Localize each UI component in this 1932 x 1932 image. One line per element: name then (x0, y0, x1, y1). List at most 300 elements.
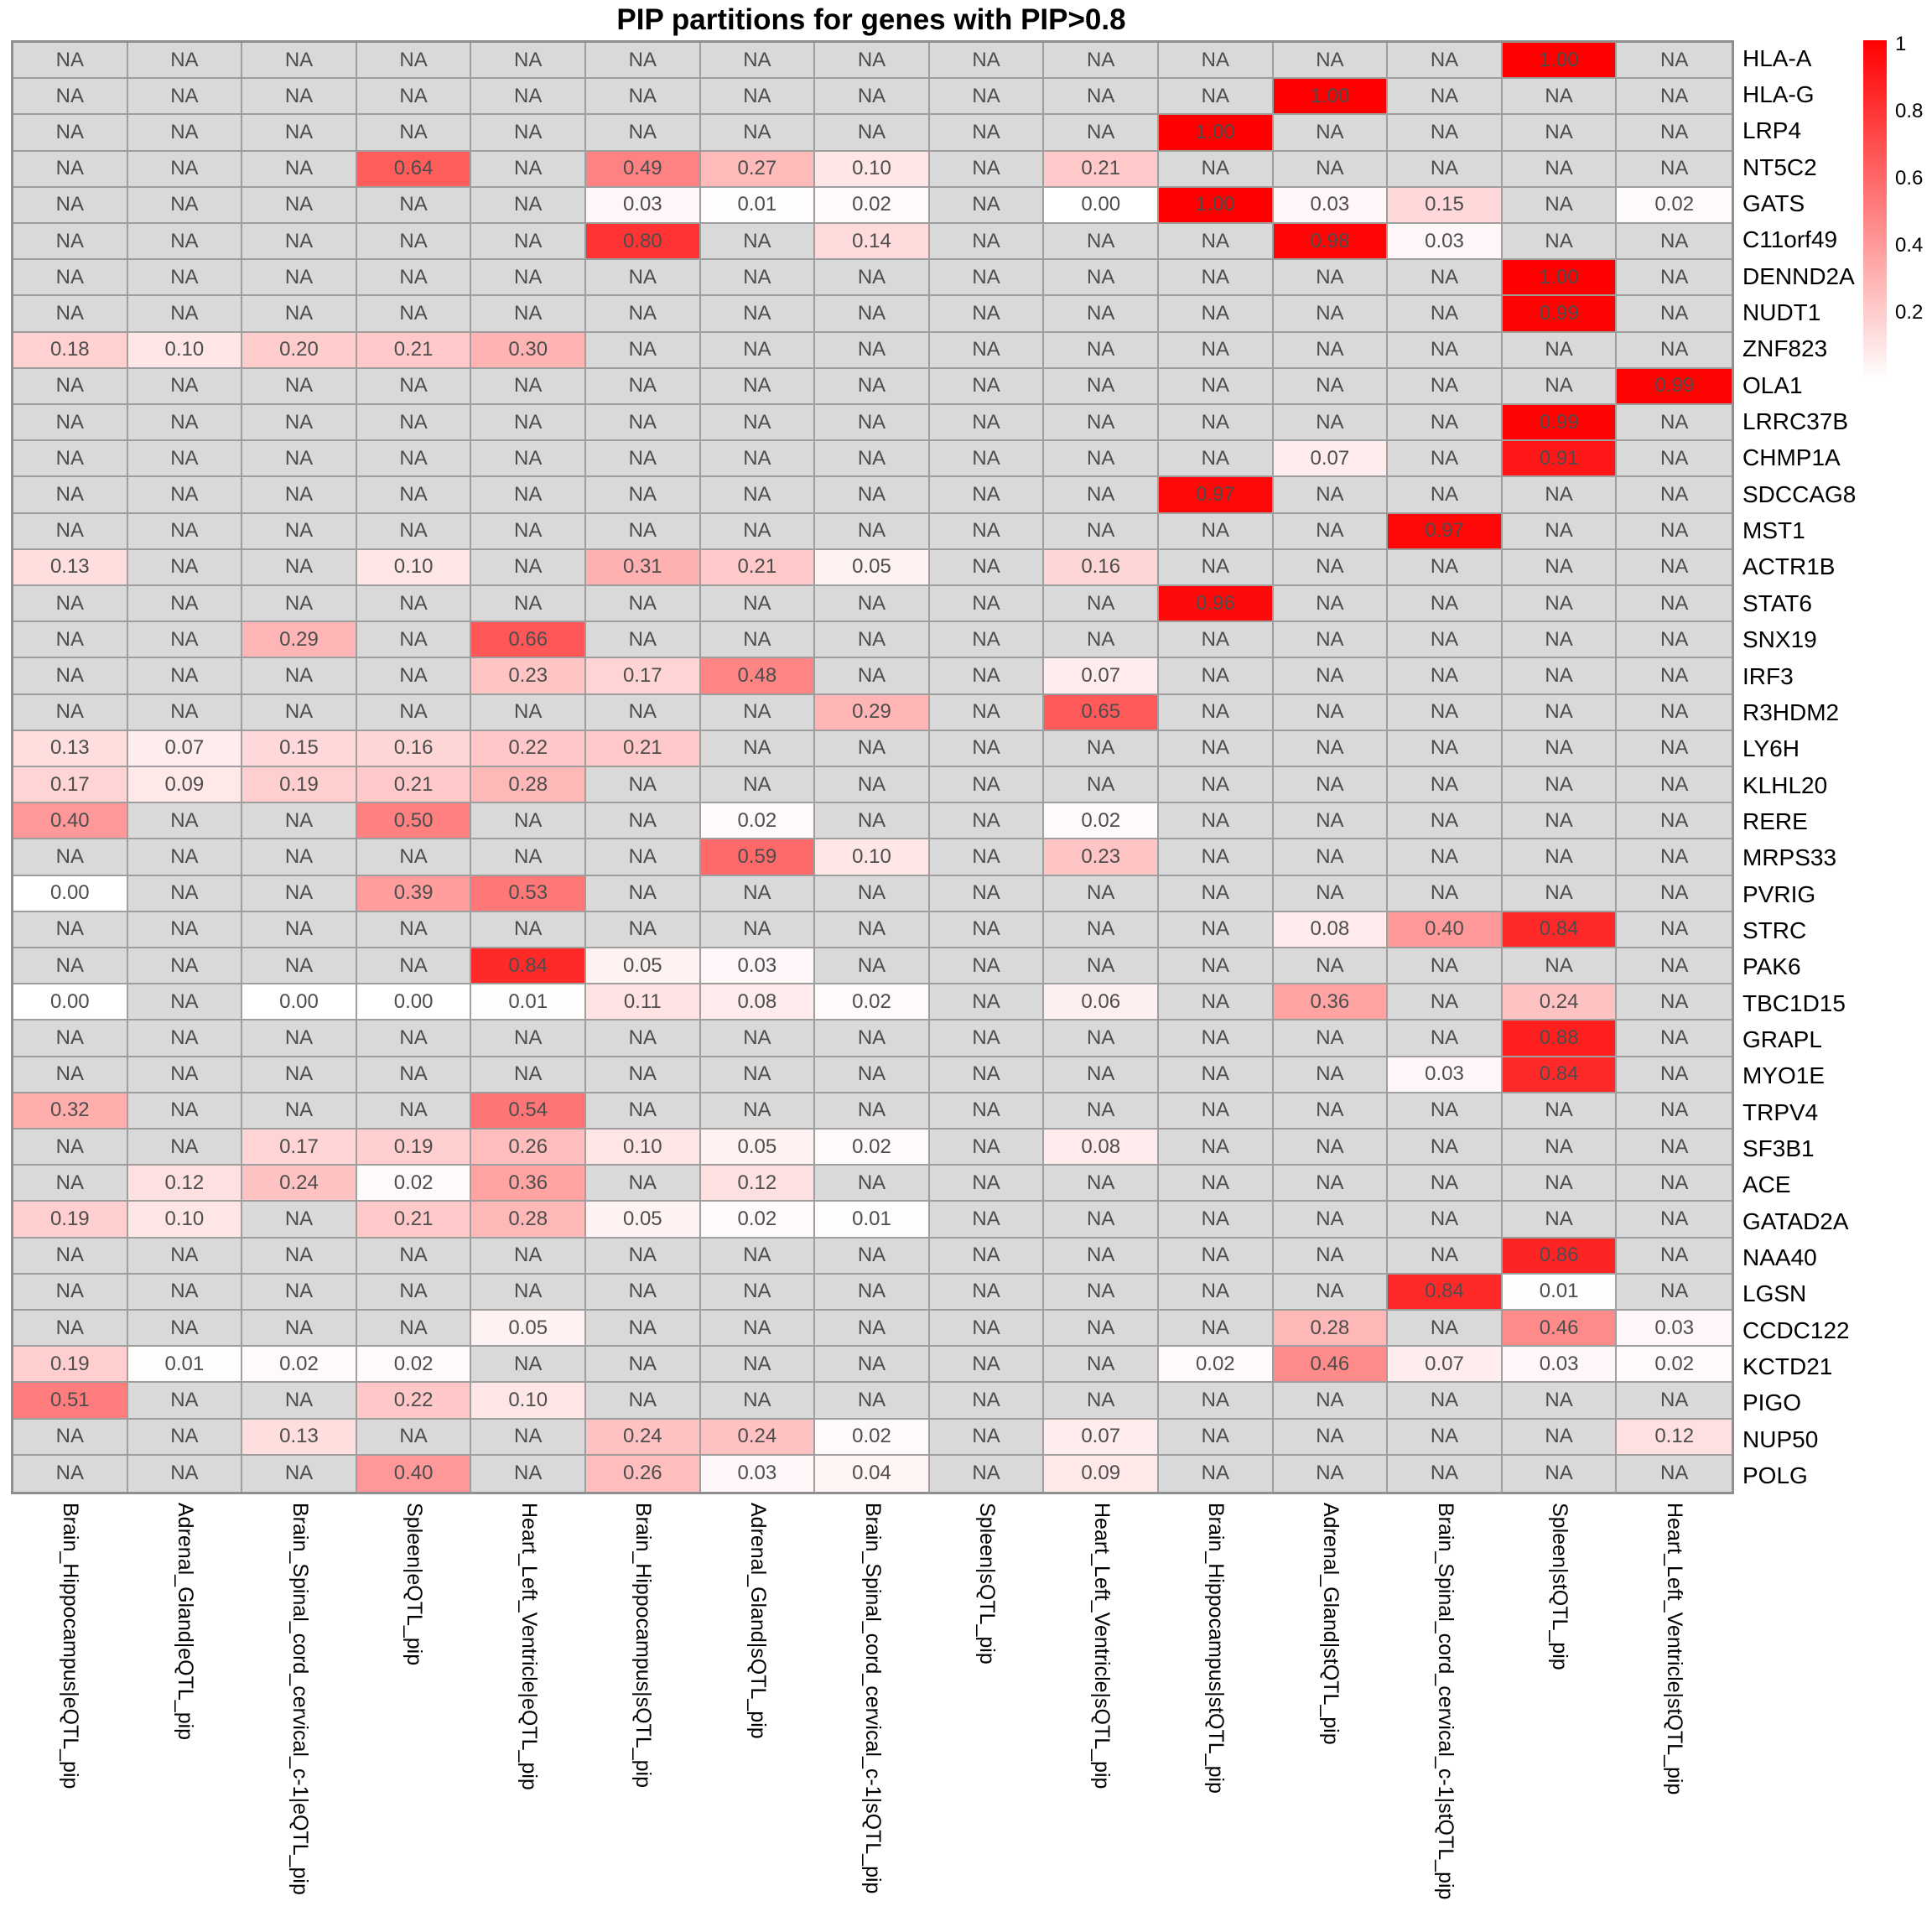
heatmap-cell: 0.07 (1044, 1420, 1159, 1456)
heatmap-cell: NA (128, 1093, 243, 1130)
heatmap-cell: NA (1159, 514, 1274, 550)
heatmap-cell: NA (128, 1239, 243, 1275)
heatmap-cell: NA (1274, 1093, 1389, 1130)
heatmap-cell: NA (128, 1130, 243, 1166)
heatmap-cell: NA (1274, 1239, 1389, 1275)
heatmap-cell: 0.07 (1044, 658, 1159, 694)
heatmap-cell: NA (242, 1021, 357, 1057)
heatmap-cell: NA (1274, 1420, 1389, 1456)
heatmap-cell: NA (930, 550, 1045, 586)
heatmap-cell: NA (357, 1311, 472, 1347)
heatmap-cell: NA (1617, 767, 1732, 803)
heatmap-cell: NA (701, 43, 816, 79)
heatmap-cell: NA (1274, 514, 1389, 550)
heatmap-cell: NA (1388, 115, 1503, 151)
heatmap-cell: NA (128, 369, 243, 405)
heatmap-cell: 0.10 (128, 1202, 243, 1238)
heatmap-cell: NA (930, 79, 1045, 115)
heatmap-cell: NA (242, 79, 357, 115)
heatmap-cell: NA (1044, 1202, 1159, 1238)
heatmap-cell: NA (701, 1093, 816, 1130)
heatmap-cell: NA (1159, 912, 1274, 948)
heatmap-cell: 0.01 (815, 1202, 930, 1238)
heatmap-cell: NA (930, 441, 1045, 477)
heatmap-cell: NA (586, 586, 701, 622)
heatmap-cell: NA (13, 1057, 128, 1093)
heatmap-cell: NA (586, 115, 701, 151)
legend-tick-label: 0.6 (1895, 167, 1924, 190)
heatmap-cell: NA (1617, 1166, 1732, 1202)
column-label: Spleen|stQTL_pip (1548, 1503, 1572, 1670)
heatmap-cell: NA (357, 1420, 472, 1456)
heatmap-cell: NA (13, 441, 128, 477)
heatmap-cell: NA (701, 115, 816, 151)
heatmap-cell: NA (242, 152, 357, 188)
gene-label: STRC (1742, 917, 1807, 943)
heatmap-cell: NA (815, 1311, 930, 1347)
gene-label: HLA-A (1742, 44, 1812, 71)
heatmap-cell: NA (586, 1057, 701, 1093)
heatmap-cell: 0.10 (586, 1130, 701, 1166)
heatmap-cell: NA (1388, 43, 1503, 79)
gene-label: OLA1 (1742, 371, 1803, 398)
heatmap-cell: NA (815, 1239, 930, 1275)
heatmap-cell: NA (1274, 767, 1389, 803)
heatmap-cell: NA (815, 731, 930, 767)
heatmap-cell: 0.84 (1503, 912, 1618, 948)
heatmap-cell: NA (1503, 839, 1618, 875)
heatmap-cell: NA (1274, 296, 1389, 332)
heatmap-cell: NA (1274, 1021, 1389, 1057)
heatmap-cell: NA (1503, 586, 1618, 622)
heatmap-cell: NA (128, 622, 243, 658)
heatmap-cell: NA (242, 224, 357, 260)
heatmap-cell: NA (13, 43, 128, 79)
heatmap-cell: NA (1044, 405, 1159, 441)
heatmap-cell: 0.00 (1044, 188, 1159, 224)
heatmap-cell: 0.10 (815, 152, 930, 188)
heatmap-cell: 0.40 (357, 1456, 472, 1492)
heatmap-cell: NA (1388, 260, 1503, 296)
heatmap-cell: 0.10 (815, 839, 930, 875)
heatmap-cell: 0.53 (471, 876, 586, 912)
heatmap-cell: 0.24 (586, 1420, 701, 1456)
heatmap-cell: NA (930, 1275, 1045, 1311)
heatmap-cell: NA (930, 224, 1045, 260)
heatmap-cell: NA (930, 1347, 1045, 1383)
heatmap-cell: 0.23 (471, 658, 586, 694)
heatmap-cell: NA (128, 441, 243, 477)
chart-title: PIP partitions for genes with PIP>0.8 (616, 3, 1126, 36)
heatmap-cell: NA (357, 405, 472, 441)
heatmap-cell: 0.03 (1388, 224, 1503, 260)
heatmap-cell: NA (1388, 296, 1503, 332)
heatmap-cell: 0.19 (13, 1347, 128, 1383)
heatmap-cell: 0.08 (1044, 1130, 1159, 1166)
heatmap-cell: NA (471, 1420, 586, 1456)
heatmap-cell: NA (13, 1420, 128, 1456)
gene-label: GATAD2A (1742, 1208, 1849, 1234)
heatmap-cell: NA (1388, 1456, 1503, 1492)
heatmap-cell: NA (930, 1420, 1045, 1456)
heatmap-cell: NA (13, 115, 128, 151)
heatmap-cell: NA (1617, 333, 1732, 369)
heatmap-cell: NA (1159, 1093, 1274, 1130)
heatmap-cell: NA (1159, 1057, 1274, 1093)
heatmap-cell: NA (471, 152, 586, 188)
heatmap-cell: NA (1159, 1420, 1274, 1456)
heatmap-cell: NA (930, 152, 1045, 188)
heatmap-cell: NA (1617, 1202, 1732, 1238)
heatmap-cell: NA (701, 731, 816, 767)
heatmap-cell: NA (13, 152, 128, 188)
legend-tick-label: 0.2 (1895, 301, 1924, 324)
heatmap-cell: NA (1044, 43, 1159, 79)
heatmap-cell: 0.01 (701, 188, 816, 224)
heatmap-cell: NA (1274, 43, 1389, 79)
heatmap-cell: 1.00 (1503, 43, 1618, 79)
heatmap-cell: NA (586, 767, 701, 803)
heatmap-cell: NA (1159, 839, 1274, 875)
column-label: Brain_Spinal_cord_cervical_c-1|eQTL_pip (288, 1503, 312, 1895)
gene-label: R3HDM2 (1742, 699, 1840, 725)
gene-label: SF3B1 (1742, 1135, 1815, 1161)
heatmap-cell: NA (1617, 876, 1732, 912)
heatmap-cell: NA (1388, 767, 1503, 803)
heatmap-cell: NA (1617, 79, 1732, 115)
heatmap-cell: NA (1044, 369, 1159, 405)
heatmap-cell: 0.32 (13, 1093, 128, 1130)
heatmap-cell: NA (13, 1311, 128, 1347)
heatmap-cell: NA (128, 115, 243, 151)
heatmap-cell: NA (701, 369, 816, 405)
heatmap-cell: NA (930, 1311, 1045, 1347)
heatmap-cell: NA (586, 912, 701, 948)
heatmap-cell: NA (1159, 1021, 1274, 1057)
heatmap-cell: NA (242, 1311, 357, 1347)
heatmap-cell: 0.30 (471, 333, 586, 369)
heatmap-cell: NA (357, 224, 472, 260)
heatmap-cell: 0.40 (1388, 912, 1503, 948)
heatmap-cell: NA (242, 477, 357, 513)
heatmap-cell: 0.02 (242, 1347, 357, 1383)
heatmap-cell: NA (1503, 1456, 1618, 1492)
heatmap-cell: NA (930, 839, 1045, 875)
heatmap-cell: NA (1617, 1456, 1732, 1492)
heatmap-cell: NA (815, 477, 930, 513)
heatmap-cell: NA (1159, 1239, 1274, 1275)
heatmap-cell: NA (1159, 1456, 1274, 1492)
heatmap-cell: NA (471, 1239, 586, 1275)
heatmap-cell: NA (1503, 1383, 1618, 1419)
heatmap-cell: NA (1159, 79, 1274, 115)
gene-label: MRPS33 (1742, 844, 1837, 871)
heatmap-cell: NA (586, 79, 701, 115)
heatmap-cell: NA (930, 695, 1045, 731)
heatmap-cell: NA (586, 1383, 701, 1419)
heatmap-cell: NA (1274, 260, 1389, 296)
heatmap-cell: NA (815, 1021, 930, 1057)
heatmap-cell: NA (1274, 115, 1389, 151)
column-label: Brain_Hippocampus|sQTL_pip (631, 1503, 656, 1789)
heatmap-cell: NA (357, 912, 472, 948)
heatmap-cell: NA (1044, 767, 1159, 803)
heatmap-cell: NA (242, 1275, 357, 1311)
heatmap-cell: NA (1274, 731, 1389, 767)
heatmap-cell: 0.05 (471, 1311, 586, 1347)
heatmap-cell: NA (1388, 876, 1503, 912)
heatmap-cell: 0.31 (586, 550, 701, 586)
column-label: Adrenal_Gland|stQTL_pip (1318, 1503, 1343, 1745)
heatmap-cell: NA (586, 876, 701, 912)
heatmap-cell: NA (701, 224, 816, 260)
heatmap-cell: NA (1159, 152, 1274, 188)
heatmap-cell: NA (586, 296, 701, 332)
heatmap-cell: NA (815, 115, 930, 151)
heatmap-cell: NA (815, 1166, 930, 1202)
heatmap-cell: NA (586, 1311, 701, 1347)
heatmap-cell: NA (815, 260, 930, 296)
heatmap-cell: NA (930, 188, 1045, 224)
heatmap-cell: NA (1503, 152, 1618, 188)
heatmap-cell: NA (586, 1239, 701, 1275)
heatmap-cell: NA (586, 441, 701, 477)
heatmap-cell: NA (357, 441, 472, 477)
heatmap-cell: NA (1388, 1202, 1503, 1238)
gene-label: ACE (1742, 1171, 1791, 1198)
heatmap-cell: NA (930, 586, 1045, 622)
heatmap-cell: 0.14 (815, 224, 930, 260)
heatmap-cell: 0.03 (586, 188, 701, 224)
heatmap-cell: NA (1617, 514, 1732, 550)
heatmap-cell: 0.50 (357, 803, 472, 839)
heatmap-cell: NA (1044, 1311, 1159, 1347)
heatmap-cell: NA (471, 296, 586, 332)
heatmap-cell: NA (128, 803, 243, 839)
heatmap-cell: NA (242, 441, 357, 477)
heatmap-cell: NA (13, 1275, 128, 1311)
row-labels (1742, 40, 1927, 1494)
heatmap-cell: NA (471, 1057, 586, 1093)
heatmap-cell: NA (1503, 224, 1618, 260)
heatmap-cell: NA (1044, 622, 1159, 658)
heatmap-cell: NA (586, 695, 701, 731)
heatmap-cell: NA (1617, 441, 1732, 477)
heatmap-cell: 0.22 (357, 1383, 472, 1419)
heatmap-cell: NA (1388, 1166, 1503, 1202)
heatmap-cell: 0.59 (701, 839, 816, 875)
heatmap-cell: NA (815, 441, 930, 477)
heatmap-cell: NA (13, 477, 128, 513)
heatmap-cell: NA (1274, 948, 1389, 984)
heatmap-cell: NA (586, 1093, 701, 1130)
heatmap-cell: 0.64 (357, 152, 472, 188)
heatmap-cell: NA (930, 1239, 1045, 1275)
heatmap-cell: 0.99 (1503, 405, 1618, 441)
heatmap-cell: 0.12 (1617, 1420, 1732, 1456)
gene-label: ACTR1B (1742, 553, 1836, 580)
heatmap-cell: NA (1617, 658, 1732, 694)
heatmap-cell: 1.00 (1159, 188, 1274, 224)
heatmap-cell: NA (1274, 405, 1389, 441)
heatmap-cell: NA (930, 1202, 1045, 1238)
heatmap-cell: 0.21 (357, 1202, 472, 1238)
heatmap-cell: NA (1274, 1383, 1389, 1419)
heatmap-cell: NA (1044, 948, 1159, 984)
heatmap-cell: NA (128, 1383, 243, 1419)
heatmap-cell: 0.21 (357, 767, 472, 803)
heatmap-cell: NA (1274, 1166, 1389, 1202)
heatmap-cell: 0.26 (586, 1456, 701, 1492)
heatmap-cell: NA (1044, 1166, 1159, 1202)
heatmap-cell: 0.21 (586, 731, 701, 767)
heatmap-cell: 0.18 (13, 333, 128, 369)
gene-label: PAK6 (1742, 953, 1801, 980)
heatmap-cell: NA (242, 115, 357, 151)
heatmap-cell: NA (930, 1456, 1045, 1492)
heatmap-cell: NA (1503, 369, 1618, 405)
heatmap-cell: NA (930, 767, 1045, 803)
heatmap-cell: 0.88 (1503, 1021, 1618, 1057)
heatmap-cell: NA (701, 333, 816, 369)
heatmap-cell: NA (471, 43, 586, 79)
heatmap-cell: NA (701, 441, 816, 477)
heatmap-cell: NA (1388, 1311, 1503, 1347)
heatmap-cell: NA (815, 333, 930, 369)
heatmap-cell: NA (1274, 1456, 1389, 1492)
heatmap-cell: NA (242, 514, 357, 550)
column-label: Heart_Left_Ventricle|sQTL_pip (1089, 1503, 1114, 1789)
heatmap-cell: NA (242, 1093, 357, 1130)
heatmap-cell: NA (586, 1275, 701, 1311)
heatmap-cell: NA (586, 260, 701, 296)
heatmap-cell: NA (128, 152, 243, 188)
heatmap-cell: NA (815, 948, 930, 984)
heatmap-cell: 0.05 (701, 1130, 816, 1166)
heatmap-cell: NA (1274, 1275, 1389, 1311)
heatmap-cell: 0.15 (242, 731, 357, 767)
heatmap-cell: 0.12 (701, 1166, 816, 1202)
heatmap-cell: 0.07 (1388, 1347, 1503, 1383)
heatmap-cell: NA (701, 477, 816, 513)
heatmap-cell: 0.03 (1274, 188, 1389, 224)
heatmap-cell: NA (1617, 984, 1732, 1021)
gene-label: CHMP1A (1742, 444, 1841, 471)
gene-label: MYO1E (1742, 1062, 1826, 1089)
heatmap-cell: NA (1044, 912, 1159, 948)
heatmap-cell: NA (1044, 586, 1159, 622)
heatmap-cell: NA (242, 296, 357, 332)
heatmap-cell: NA (1044, 477, 1159, 513)
heatmap-cell: NA (1274, 369, 1389, 405)
heatmap-cell: NA (471, 586, 586, 622)
heatmap-cell: NA (1159, 260, 1274, 296)
heatmap-cell: NA (1159, 948, 1274, 984)
heatmap-cell: 0.27 (701, 152, 816, 188)
heatmap-cell: 0.13 (242, 1420, 357, 1456)
heatmap-cell: NA (701, 296, 816, 332)
gene-label: KCTD21 (1742, 1353, 1833, 1380)
heatmap-cell: NA (815, 405, 930, 441)
heatmap-cell: NA (242, 695, 357, 731)
gene-label: MST1 (1742, 517, 1805, 544)
heatmap-cell: NA (1617, 1093, 1732, 1130)
heatmap-cell: NA (815, 1093, 930, 1130)
heatmap-cell: NA (1159, 43, 1274, 79)
heatmap-cell: NA (930, 115, 1045, 151)
heatmap-cell: NA (586, 333, 701, 369)
heatmap-cell: NA (586, 622, 701, 658)
legend-tick-label: 0.4 (1895, 234, 1924, 257)
gene-label: C11orf49 (1742, 226, 1838, 253)
heatmap-cell: NA (471, 441, 586, 477)
heatmap-cell: NA (13, 79, 128, 115)
heatmap-cell: NA (930, 1166, 1045, 1202)
heatmap-cell: NA (1388, 1239, 1503, 1275)
heatmap-cell: 0.91 (1503, 441, 1618, 477)
heatmap-cell: 0.10 (128, 333, 243, 369)
heatmap-cell: NA (128, 1057, 243, 1093)
heatmap-cell: NA (128, 658, 243, 694)
heatmap-cell: NA (1388, 79, 1503, 115)
heatmap-cell: NA (471, 803, 586, 839)
heatmap-cell: NA (128, 912, 243, 948)
heatmap-cell: NA (586, 839, 701, 875)
column-label: Brain_Spinal_cord_cervical_c-1|stQTL_pip (1433, 1503, 1457, 1900)
heatmap-cell: NA (1044, 224, 1159, 260)
heatmap-cell: 0.15 (1388, 188, 1503, 224)
heatmap-cell: NA (930, 43, 1045, 79)
heatmap-cell: NA (701, 912, 816, 948)
heatmap-cell: NA (701, 405, 816, 441)
heatmap-cell: NA (242, 1057, 357, 1093)
gene-label: SNX19 (1742, 626, 1817, 653)
heatmap-cell: 0.00 (13, 876, 128, 912)
heatmap-cell: NA (1159, 1202, 1274, 1238)
heatmap-cell: 0.65 (1044, 695, 1159, 731)
heatmap-cell: NA (357, 188, 472, 224)
heatmap-cell: NA (1159, 405, 1274, 441)
heatmap-cell: 0.84 (471, 948, 586, 984)
heatmap-cell: NA (1617, 1057, 1732, 1093)
heatmap-cell: NA (701, 1311, 816, 1347)
heatmap-cell: NA (701, 622, 816, 658)
heatmap-cell: NA (471, 1456, 586, 1492)
heatmap-cell: NA (13, 260, 128, 296)
heatmap-cell: NA (930, 1057, 1045, 1093)
column-label: Spleen|eQTL_pip (402, 1503, 427, 1666)
heatmap-cell: NA (357, 43, 472, 79)
heatmap-cell: NA (13, 224, 128, 260)
heatmap-cell: NA (1388, 405, 1503, 441)
heatmap-cell: 0.28 (471, 767, 586, 803)
heatmap-cell: NA (930, 622, 1045, 658)
heatmap-cell: NA (128, 948, 243, 984)
heatmap-cell: NA (128, 43, 243, 79)
heatmap-cell: 0.24 (242, 1166, 357, 1202)
heatmap-cell: 0.10 (357, 550, 472, 586)
heatmap-cell: NA (930, 477, 1045, 513)
heatmap-cell: NA (701, 586, 816, 622)
heatmap-cell: NA (930, 658, 1045, 694)
heatmap-cell: NA (471, 79, 586, 115)
heatmap-cell: 0.99 (1617, 369, 1732, 405)
heatmap-cell: NA (1617, 586, 1732, 622)
heatmap-cell: NA (128, 188, 243, 224)
heatmap-cell: NA (1044, 1093, 1159, 1130)
heatmap-cell: NA (930, 912, 1045, 948)
gene-label: ZNF823 (1742, 335, 1828, 362)
